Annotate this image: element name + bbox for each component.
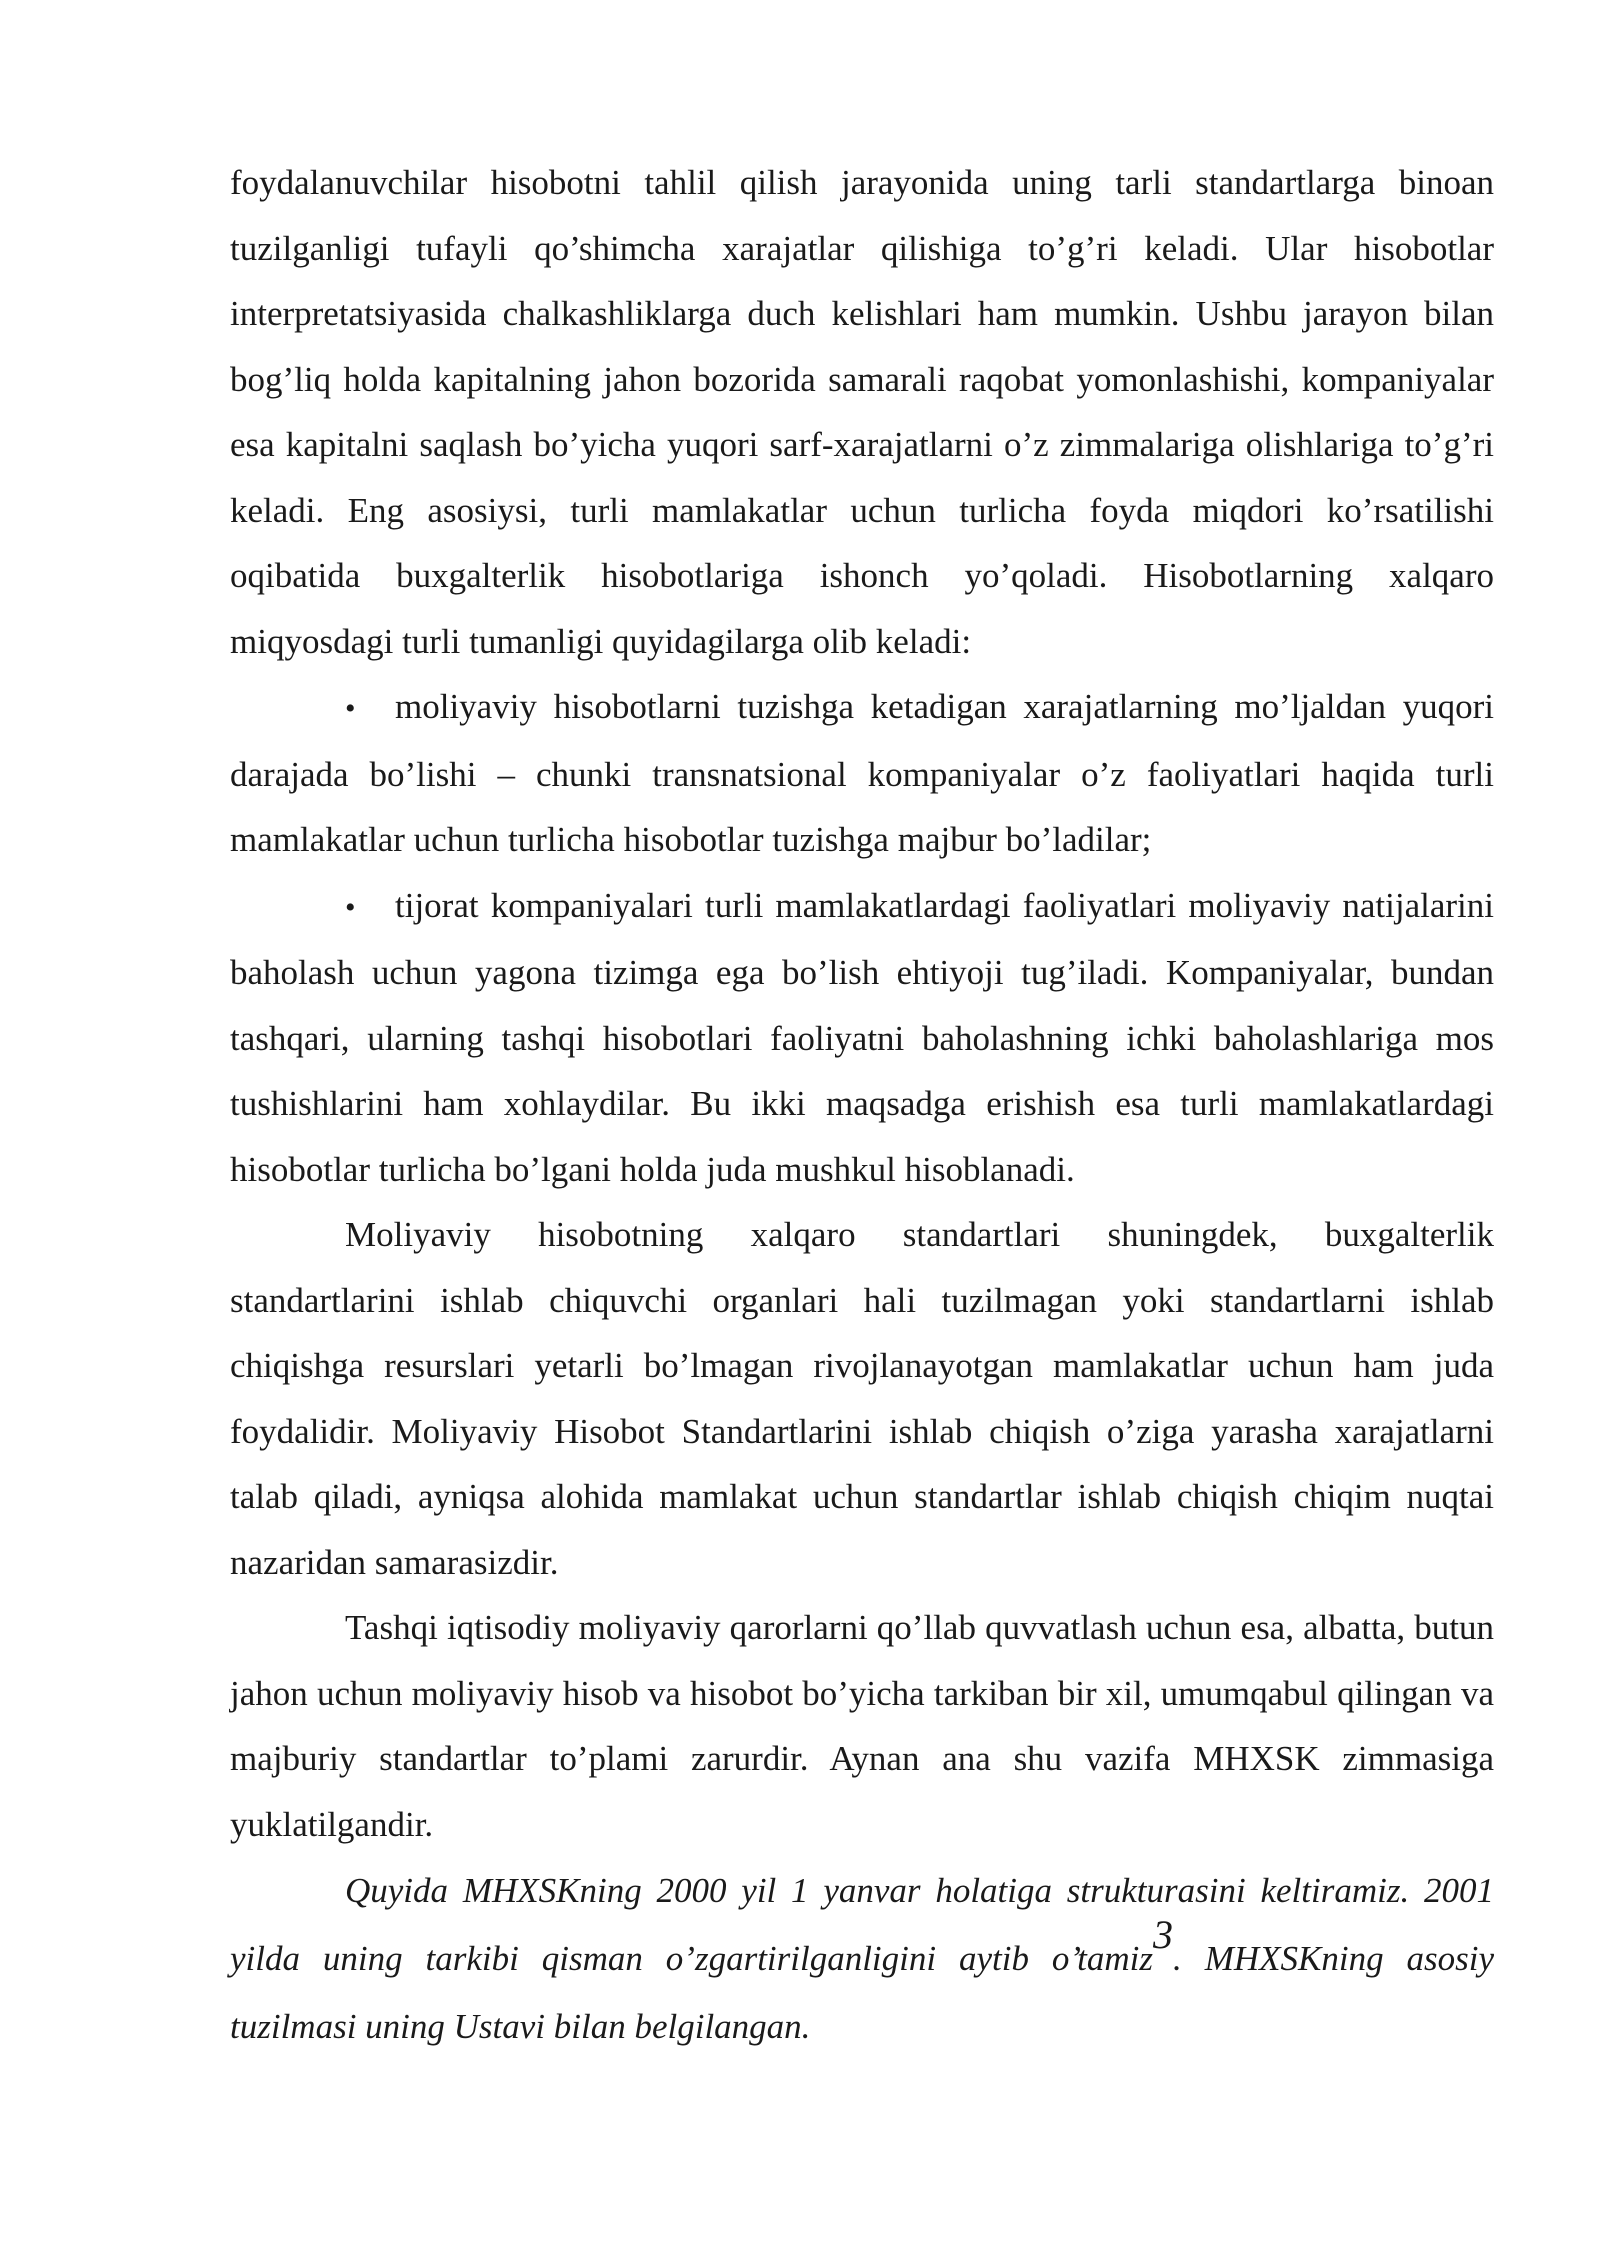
paragraph: Moliyaviy hisobotning xalqaro standartlari shuningdek, buxgalterlik standartlarini ishlab chiquvchi organlari hali tuzilmagan yoki standartlarni ishlab chiqishga resurslari yetarli bo’lmagan rivojlanayotgan mamlakatlar uchun ham juda foydalidir. Moliyaviy Hisobot Standartlarini ishlab chiqish o’ziga yarasha xarajatlarni talab qiladi, ayniqsa alohida mamlakat uchun standartlar ishlab chiqish chiqim nuqtai nazaridan samarasizdir. <box>230 1215 1494 1582</box>
paragraph: Tashqi iqtisodiy moliyaviy qarorlarni qo’llab quvvatlash uchun esa, albatta, butun jahon uchun moliyaviy hisob va hisobot bo’yicha tarkiban bir xil, umumqabul qilingan va majburiy standartlar to’plami zarurdir. Aynan ana shu vazifa MHXSK zimmasiga yuklatilgandir. <box>230 1608 1494 1844</box>
bullet-icon: • <box>345 692 356 725</box>
italic-paragraph <box>230 1857 1494 2061</box>
document-page <box>230 150 1494 2061</box>
bullet-item <box>230 674 1494 873</box>
bullet-text: moliyaviy hisobotlarni tuzishga ketadigan xarajatlarning mo’ljaldan yuqori darajada bo’lishi – chunki transnatsional kompaniyalar o’z faoliyatlari haqida turli mamlakatlar uchun turlicha hisobotlar tuzishga majbur bo’ladilar; <box>230 687 1494 859</box>
footnote-reference[interactable]: 3 <box>1153 1912 1174 1957</box>
italic-text: . MHXSKning asosiy tuzilmasi uning Ustavi bilan belgilangan. <box>230 1939 1494 2046</box>
italic-text: Quyida MHXSKning 2000 yil 1 yanvar holatiga strukturasini keltiramiz. 2001 yilda uning tarkibi qisman o’zgartirilganligini aytib o’tamiz <box>230 1871 1494 1978</box>
bullet-text: tijorat kompaniyalari turli mamlakatlardagi faoliyatlari moliyaviy natijalarini baholash uchun yagona tizimga ega bo’lish ehtiyoji tug’iladi. Kompaniyalar, bundan tashqari, ularning tashqi hisobotlari faoliyatni baholashning ichki baholashlariga mos tushishlarini ham xohlaydilar. Bu ikki maqsadga erishish esa turli mamlakatlardagi hisobotlar turlicha bo’lgani holda juda mushkul hisoblanadi. <box>230 885 1494 1189</box>
bullet-icon: • <box>345 890 356 924</box>
bullet-item <box>230 873 1494 1203</box>
paragraph: foydalanuvchilar hisobotni tahlil qilish jarayonida uning tarli standartlarga binoan tuzilganligi tufayli qo’shimcha xarajatlar qilishiga to’g’ri keladi. Ular hisobotlar interpretatsiyasida chalkashliklarga duch kelishlari ham mumkin. Ushbu jarayon bilan bog’liq holda kapitalning jahon bozorida samarali raqobat yomonlashishi, kompaniyalar esa kapitalni saqlash bo’yicha yuqori sarf-xarajatlarni o’z zimmalariga olishlariga to’g’ri keladi. Eng asosiysi, turli mamlakatlar uchun turlicha foyda miqdori ko’rsatilishi oqibatida buxgalterlik hisobotlariga ishonch yo’qoladi. Hisobotlarning xalqaro miqyosdagi turli tumanligi quyidagilarga olib keladi: <box>230 163 1494 661</box>
